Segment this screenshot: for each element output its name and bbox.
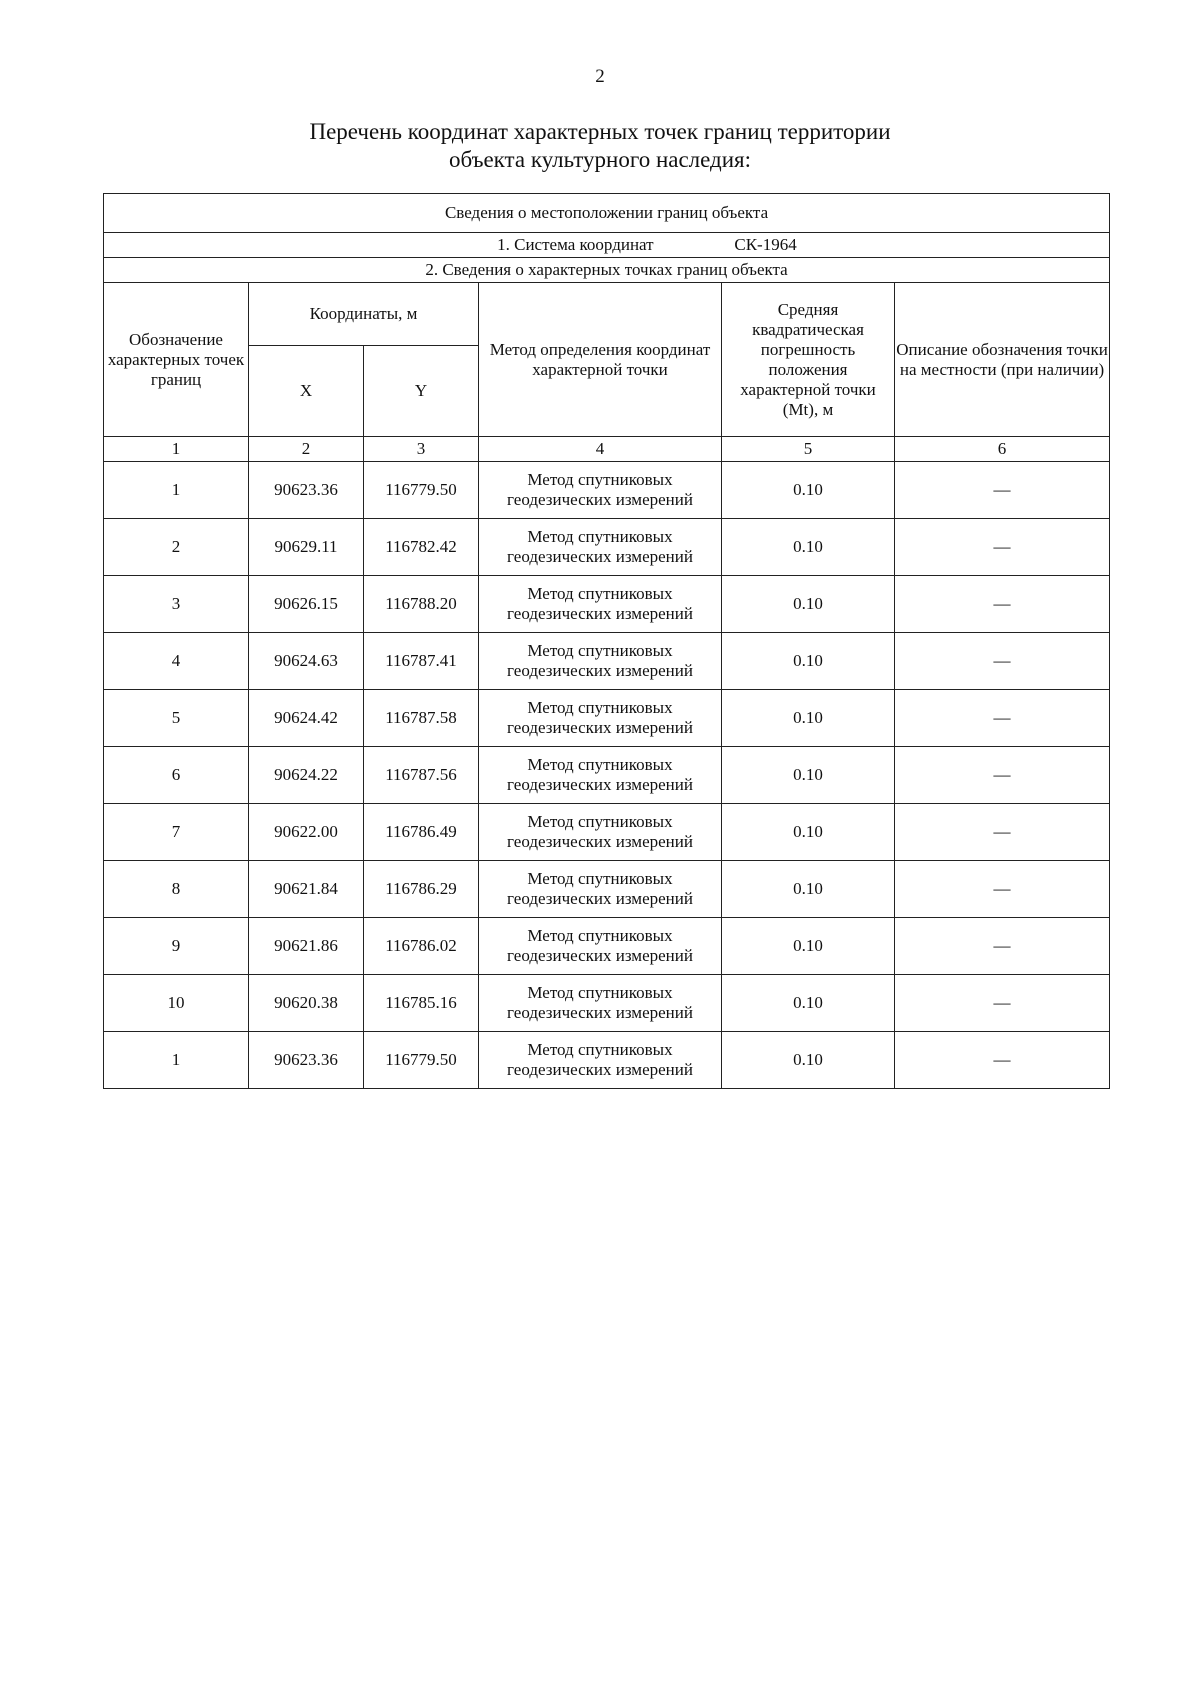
method: Метод спутниковых геодезических измерений (479, 576, 722, 633)
coordinate-y: 116786.49 (364, 804, 479, 861)
coordinate-x: 90622.00 (249, 804, 364, 861)
coordinate-y: 116786.02 (364, 918, 479, 975)
table-row (104, 462, 1110, 519)
coordinate-y: 116779.50 (364, 1032, 479, 1089)
table-row (104, 633, 1110, 690)
header-y: Y (364, 346, 479, 437)
table-row (104, 861, 1110, 918)
coordinate-y: 116787.41 (364, 633, 479, 690)
mean-error: 0.10 (722, 918, 895, 975)
coordinate-y: 116787.56 (364, 747, 479, 804)
column-number: 1 (104, 437, 249, 462)
point-description: — (895, 747, 1110, 804)
coordinate-y: 116787.58 (364, 690, 479, 747)
table-row (104, 690, 1110, 747)
point-description: — (895, 633, 1110, 690)
table-row (104, 1032, 1110, 1089)
point-description: — (895, 1032, 1110, 1089)
mean-error: 0.10 (722, 861, 895, 918)
point-description: — (895, 690, 1110, 747)
mean-error: 0.10 (722, 1032, 895, 1089)
coordinate-x: 90621.86 (249, 918, 364, 975)
column-number: 2 (249, 437, 364, 462)
point-designation: 4 (104, 633, 249, 690)
mean-error: 0.10 (722, 975, 895, 1032)
coordinate-x: 90621.84 (249, 861, 364, 918)
coordinate-x: 90626.15 (249, 576, 364, 633)
coordinate-y: 116779.50 (364, 462, 479, 519)
column-number: 3 (364, 437, 479, 462)
header-designation: Обозначение характерных точек границ (104, 283, 249, 437)
coordinate-system-row (104, 233, 1110, 258)
method: Метод спутниковых геодезических измерений (479, 519, 722, 576)
coordinate-x: 90624.63 (249, 633, 364, 690)
coordinate-x: 90623.36 (249, 1032, 364, 1089)
point-description: — (895, 576, 1110, 633)
header-x: X (249, 346, 364, 437)
point-designation: 6 (104, 747, 249, 804)
point-description: — (895, 462, 1110, 519)
point-description: — (895, 975, 1110, 1032)
column-number: 4 (479, 437, 722, 462)
coordinate-x: 90624.42 (249, 690, 364, 747)
table-row (104, 804, 1110, 861)
point-designation: 1 (104, 1032, 249, 1089)
column-number: 5 (722, 437, 895, 462)
table-row (104, 975, 1110, 1032)
header-coordinates: Координаты, м (249, 283, 479, 346)
method: Метод спутниковых геодезических измерений (479, 804, 722, 861)
mean-error: 0.10 (722, 633, 895, 690)
mean-error: 0.10 (722, 747, 895, 804)
boundary-points-label: 2. Сведения о характерных точках границ объекта (104, 258, 1110, 283)
method: Метод спутниковых геодезических измерений (479, 690, 722, 747)
coordinate-y: 116782.42 (364, 519, 479, 576)
coordinate-x: 90620.38 (249, 975, 364, 1032)
method: Метод спутниковых геодезических измерений (479, 462, 722, 519)
document-title (0, 118, 1200, 174)
column-number: 6 (895, 437, 1110, 462)
point-designation: 9 (104, 918, 249, 975)
mean-error: 0.10 (722, 462, 895, 519)
coordinate-y: 116786.29 (364, 861, 479, 918)
coordinate-x: 90629.11 (249, 519, 364, 576)
section-title: Сведения о местоположении границ объекта (104, 194, 1110, 233)
method: Метод спутниковых геодезических измерений (479, 633, 722, 690)
point-description: — (895, 519, 1110, 576)
coordinate-x: 90624.22 (249, 747, 364, 804)
header-error: Средняя квадратическая погрешность положения характерной точки (Mt), м (722, 283, 895, 437)
point-description: — (895, 804, 1110, 861)
coordinates-table (103, 193, 1110, 1089)
method: Метод спутниковых геодезических измерений (479, 747, 722, 804)
point-description: — (895, 861, 1110, 918)
point-designation: 1 (104, 462, 249, 519)
table-row (104, 918, 1110, 975)
document-title-line-2: объекта культурного наследия: (448, 147, 752, 172)
table-row (104, 576, 1110, 633)
document-title-line-1: Перечень координат характерных точек границ территории (309, 119, 891, 144)
point-designation: 2 (104, 519, 249, 576)
header-method: Метод определения координат характерной точки (479, 283, 722, 437)
method: Метод спутниковых геодезических измерений (479, 861, 722, 918)
coordinate-x: 90623.36 (249, 462, 364, 519)
point-designation: 3 (104, 576, 249, 633)
method: Метод спутниковых геодезических измерений (479, 975, 722, 1032)
point-description: — (895, 918, 1110, 975)
coordinate-y: 116785.16 (364, 975, 479, 1032)
mean-error: 0.10 (722, 804, 895, 861)
table-row (104, 519, 1110, 576)
point-designation: 5 (104, 690, 249, 747)
mean-error: 0.10 (722, 690, 895, 747)
point-designation: 7 (104, 804, 249, 861)
page-number: 2 (595, 66, 605, 87)
method: Метод спутниковых геодезических измерений (479, 918, 722, 975)
point-designation: 10 (104, 975, 249, 1032)
header-description: Описание обозначения точки на местности (при наличии) (895, 283, 1110, 437)
point-designation: 8 (104, 861, 249, 918)
coordinate-system-value: СК-1964 (734, 235, 797, 254)
coordinate-system-label: 1. Система координат (497, 235, 654, 254)
coordinate-y: 116788.20 (364, 576, 479, 633)
method: Метод спутниковых геодезических измерений (479, 1032, 722, 1089)
table-row (104, 747, 1110, 804)
mean-error: 0.10 (722, 519, 895, 576)
mean-error: 0.10 (722, 576, 895, 633)
